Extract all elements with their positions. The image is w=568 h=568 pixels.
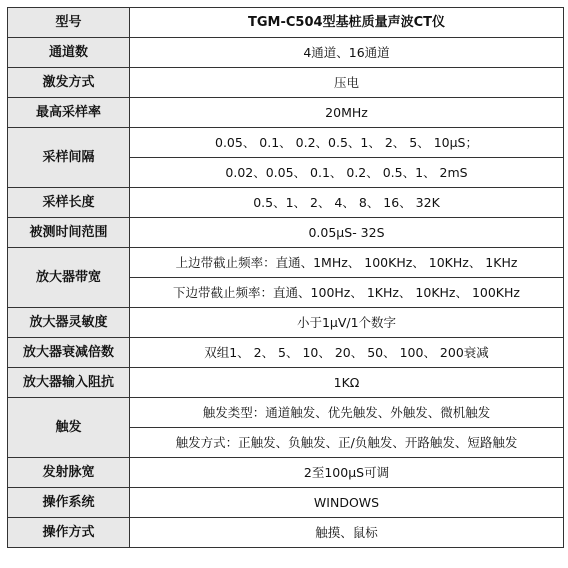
table-row [8,518,564,548]
table-row [8,458,564,488]
spec-value-cell: 0.02、0.05、 0.1、 0.2、 0.5、1、 2mS [130,158,564,188]
spec-value-cell: 4通道、16通道 [130,38,564,68]
spec-label-cell: 采样长度 [8,188,130,218]
table-row [8,128,564,158]
spec-value-cell: 上边带截止频率：直通、1MHz、 100KHz、 10KHz、 1KHz [130,248,564,278]
spec-value-cell: 0.05μS- 32S [130,218,564,248]
spec-value-cell: 触发类型：通道触发、优先触发、外触发、微机触发 [130,398,564,428]
spec-label-cell: 操作方式 [8,518,130,548]
spec-label-cell: 最高采样率 [8,98,130,128]
spec-value-cell: 1KΩ [130,368,564,398]
model-name-cell: TGM-C504型基桩质量声波CT仪 [130,8,564,38]
spec-label-cell: 操作系统 [8,488,130,518]
spec-label-cell: 激发方式 [8,68,130,98]
spec-label-cell: 发射脉宽 [8,458,130,488]
table-row [8,218,564,248]
spec-label-cell: 触发 [8,398,130,458]
spec-label-cell: 放大器衰减倍数 [8,338,130,368]
spec-label-cell: 被测时间范围 [8,218,130,248]
table-row [8,398,564,428]
spec-label-cell: 放大器带宽 [8,248,130,308]
table-row [8,188,564,218]
spec-table-body [8,8,564,548]
spec-value-cell: 2至100μS可调 [130,458,564,488]
spec-label-cell: 放大器输入阻抗 [8,368,130,398]
spec-value-cell: 20MHz [130,98,564,128]
spec-value-cell: 触摸、鼠标 [130,518,564,548]
table-header-row [8,8,564,38]
spec-value-cell: 双组1、 2、 5、 10、 20、 50、 100、 200衰减 [130,338,564,368]
spec-label-cell: 放大器灵敏度 [8,308,130,338]
spec-value-cell: 触发方式：正触发、负触发、正/负触发、开路触发、短路触发 [130,428,564,458]
spec-value-cell: 下边带截止频率：直通、100Hz、 1KHz、 10KHz、 100KHz [130,278,564,308]
spec-value-cell: WINDOWS [130,488,564,518]
table-row [8,38,564,68]
spec-value-cell: 0.5、1、 2、 4、 8、 16、 32K [130,188,564,218]
table-row [8,248,564,278]
spec-label-cell: 通道数 [8,38,130,68]
spec-table [7,7,564,548]
spec-value-cell: 压电 [130,68,564,98]
table-row [8,368,564,398]
spec-value-cell: 小于1μV/1个数字 [130,308,564,338]
spec-label-cell: 采样间隔 [8,128,130,188]
table-row [8,308,564,338]
spec-value-cell: 0.05、 0.1、 0.2、0.5、1、 2、 5、 10μS； [130,128,564,158]
table-row [8,488,564,518]
table-row [8,98,564,128]
header-label-cell: 型号 [8,8,130,38]
table-row [8,68,564,98]
table-row [8,338,564,368]
